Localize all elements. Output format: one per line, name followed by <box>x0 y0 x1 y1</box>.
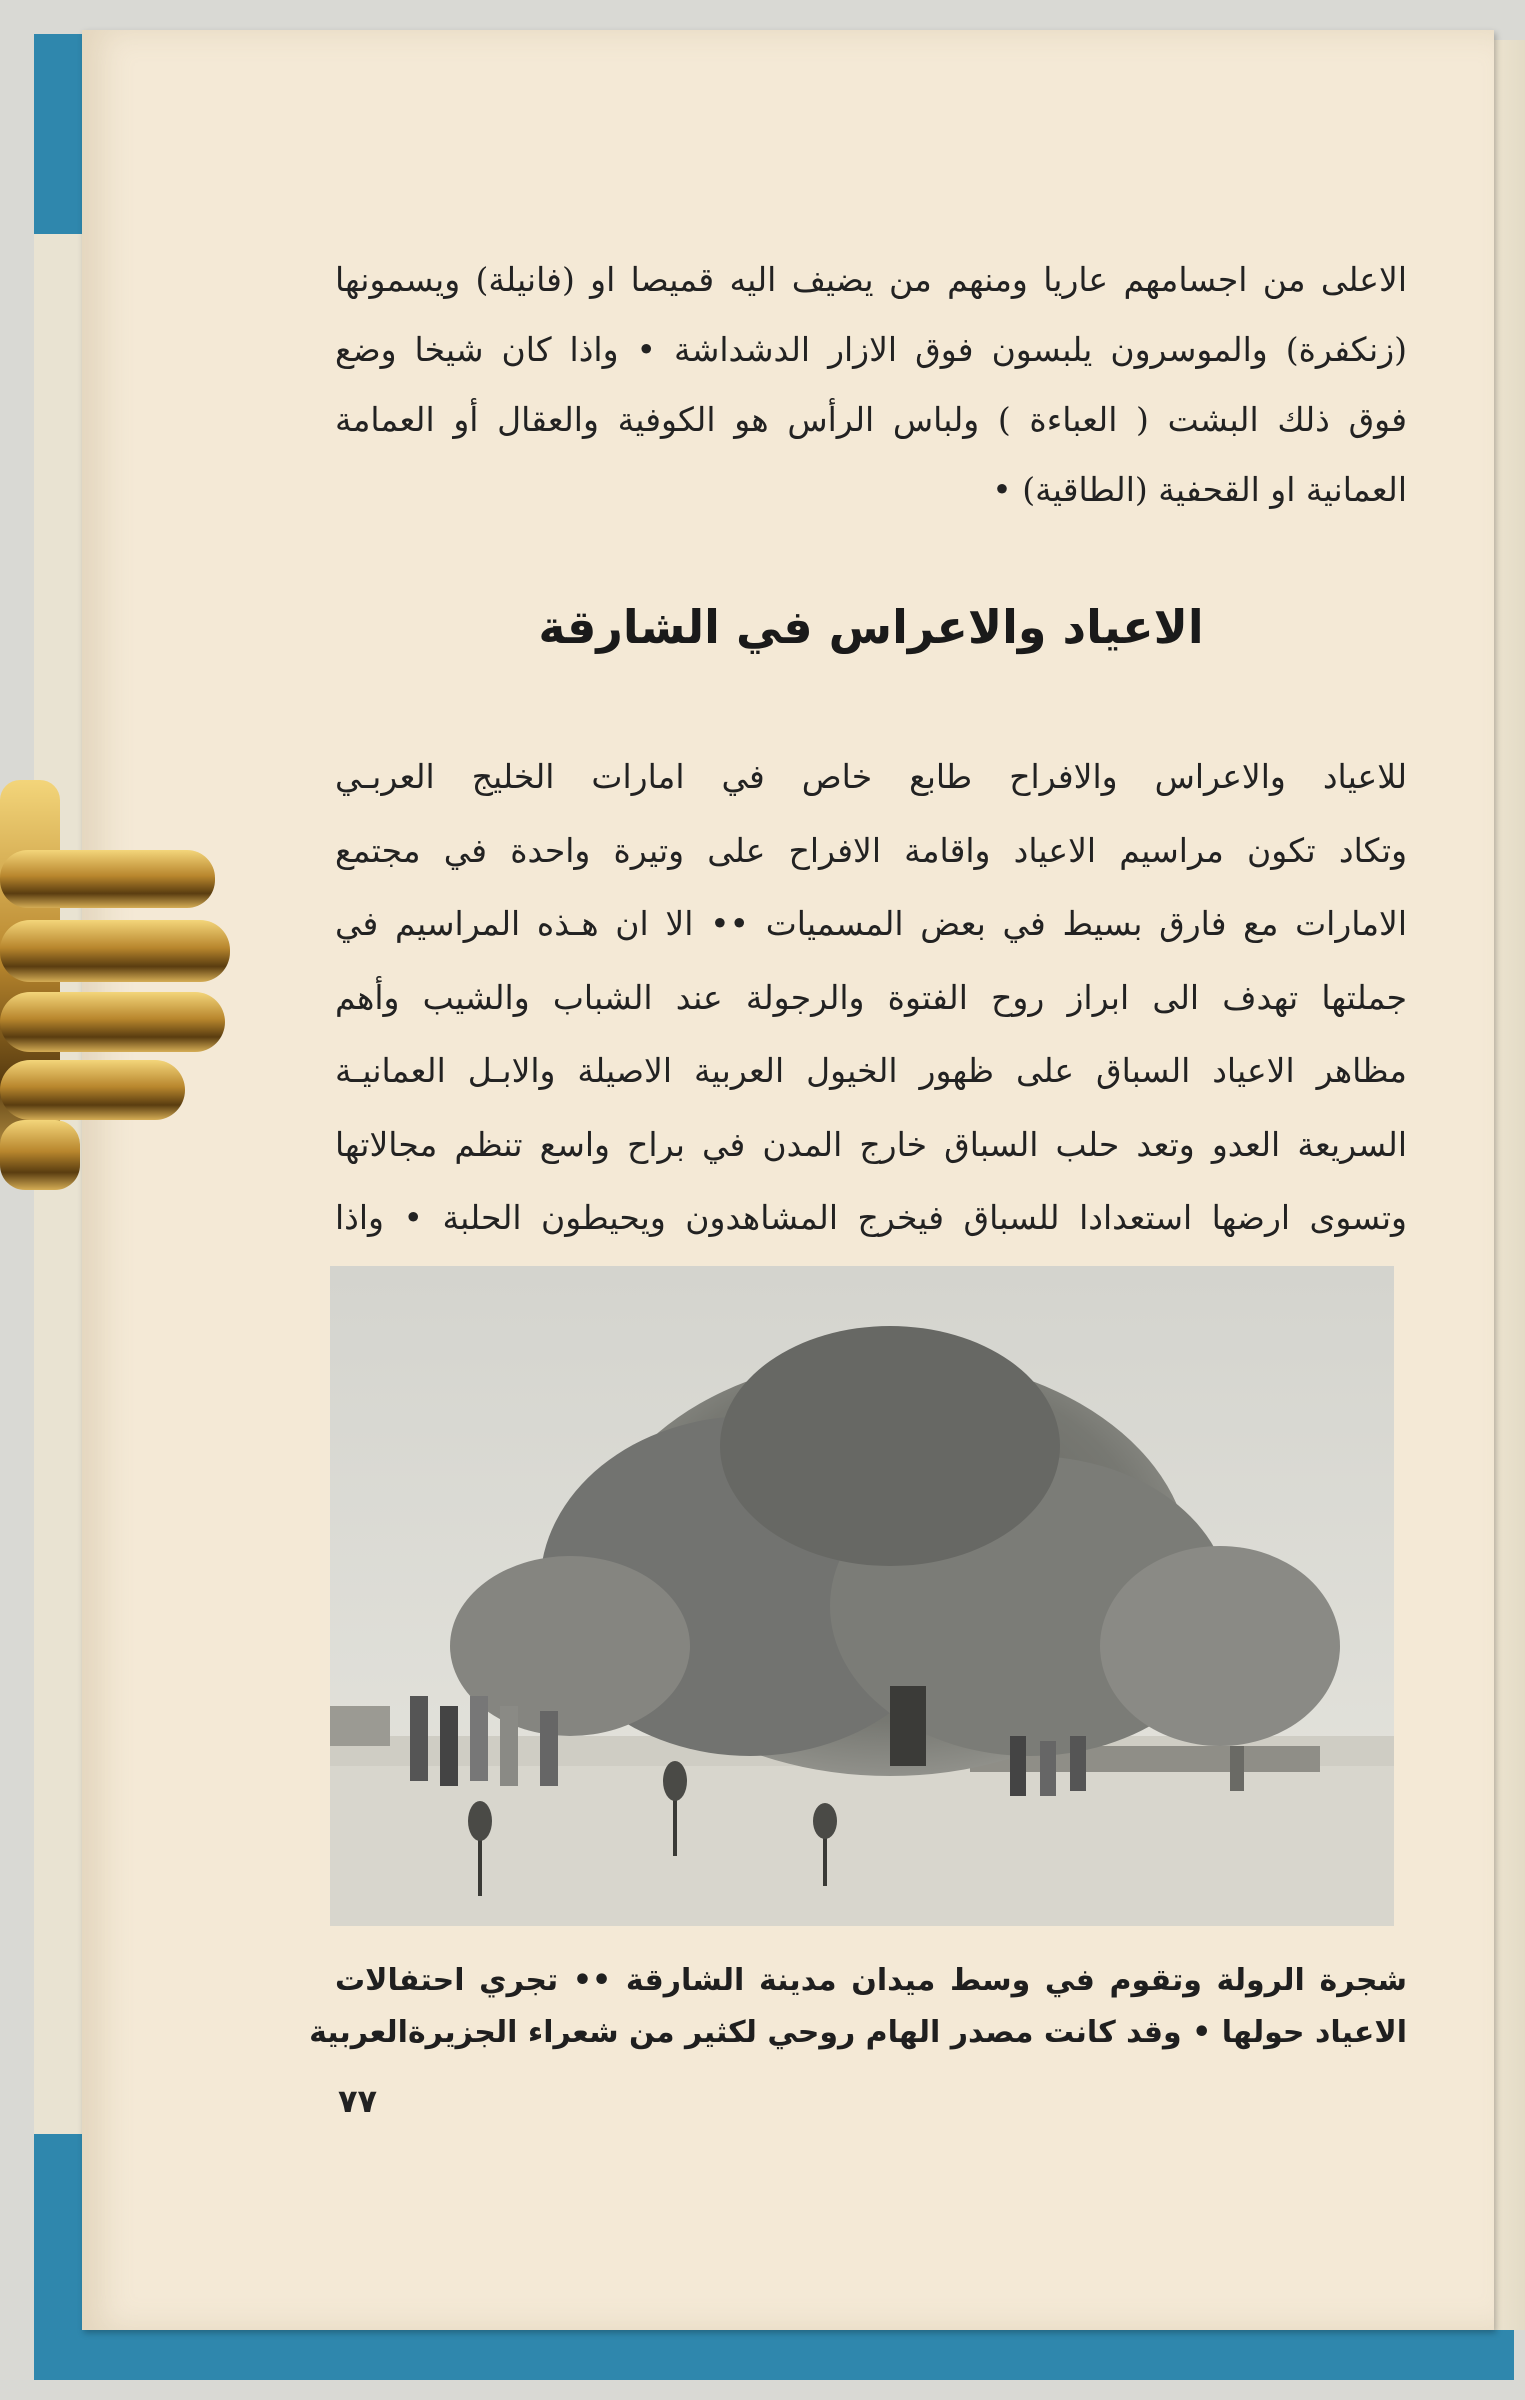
text-line: وتكاد تكون مراسيم الاعياد واقامة الافراح على وتيرة واحدة في مجتمع <box>335 830 1407 870</box>
text-line: الامارات مع فارق بسيط في بعض المسميات •• الا ان هـذه المراسيم في <box>335 904 1407 943</box>
text-line: مظاهر الاعياد السباق على ظهور الخيول العربية الاصيلة والابـل العمانيـة <box>335 1051 1407 1090</box>
text-line: (زنكفرة) والموسرون يلبسون فوق الازار الدشداشة • واذا كان شيخا وضع <box>335 330 1407 369</box>
caption-line: شجرة الرولة وتقوم في وسط ميدان مدينة الشارقة •• تجري احتفالات <box>335 1963 1407 1998</box>
text-line: وتسوى ارضها استعدادا للسباق فيخرج المشاهدون ويحيطون الحلبة • واذا <box>335 1198 1407 1237</box>
page-number: ٧٧ <box>338 2082 378 2120</box>
text-line: السريعة العدو وتعد حلب السباق خارج المدن في براح واسع تنظم مجالاتها <box>335 1124 1407 1164</box>
caption-line: الاعياد حولها • وقد كانت مصدر الهام روحي لكثير من شعراء الجزيرةالعربية <box>309 2015 1407 2050</box>
book-cover-bottom-edge <box>34 2330 1514 2380</box>
section-heading: الاعياد والاعراس في الشارقة <box>538 600 1204 654</box>
text-line: جملتها تهدف الى ابراز روح الفتوة والرجولة عند الشباب والشيب وأهم <box>335 977 1407 1017</box>
main-paragraph <box>335 740 1407 1255</box>
tree-photograph <box>330 1266 1394 1926</box>
photo-caption <box>309 1955 1407 2059</box>
top-paragraph <box>335 245 1407 525</box>
text-line: للاعياد والاعراس والافراح طابع خاص في امارات الخليج العربـي <box>335 757 1407 796</box>
text-line: العمانية او القحفية (الطاقية) • <box>992 470 1407 509</box>
text-line: فوق ذلك البشت ( العباءة ) ولباس الرأس هو الكوفية والعقال أو العمامة <box>335 400 1407 439</box>
text-line: الاعلى من اجسامهم عاريا ومنهم من يضيف اليه قميصا او (فانيلة) ويسمونها <box>335 260 1407 299</box>
brass-clip-icon <box>0 760 230 1200</box>
